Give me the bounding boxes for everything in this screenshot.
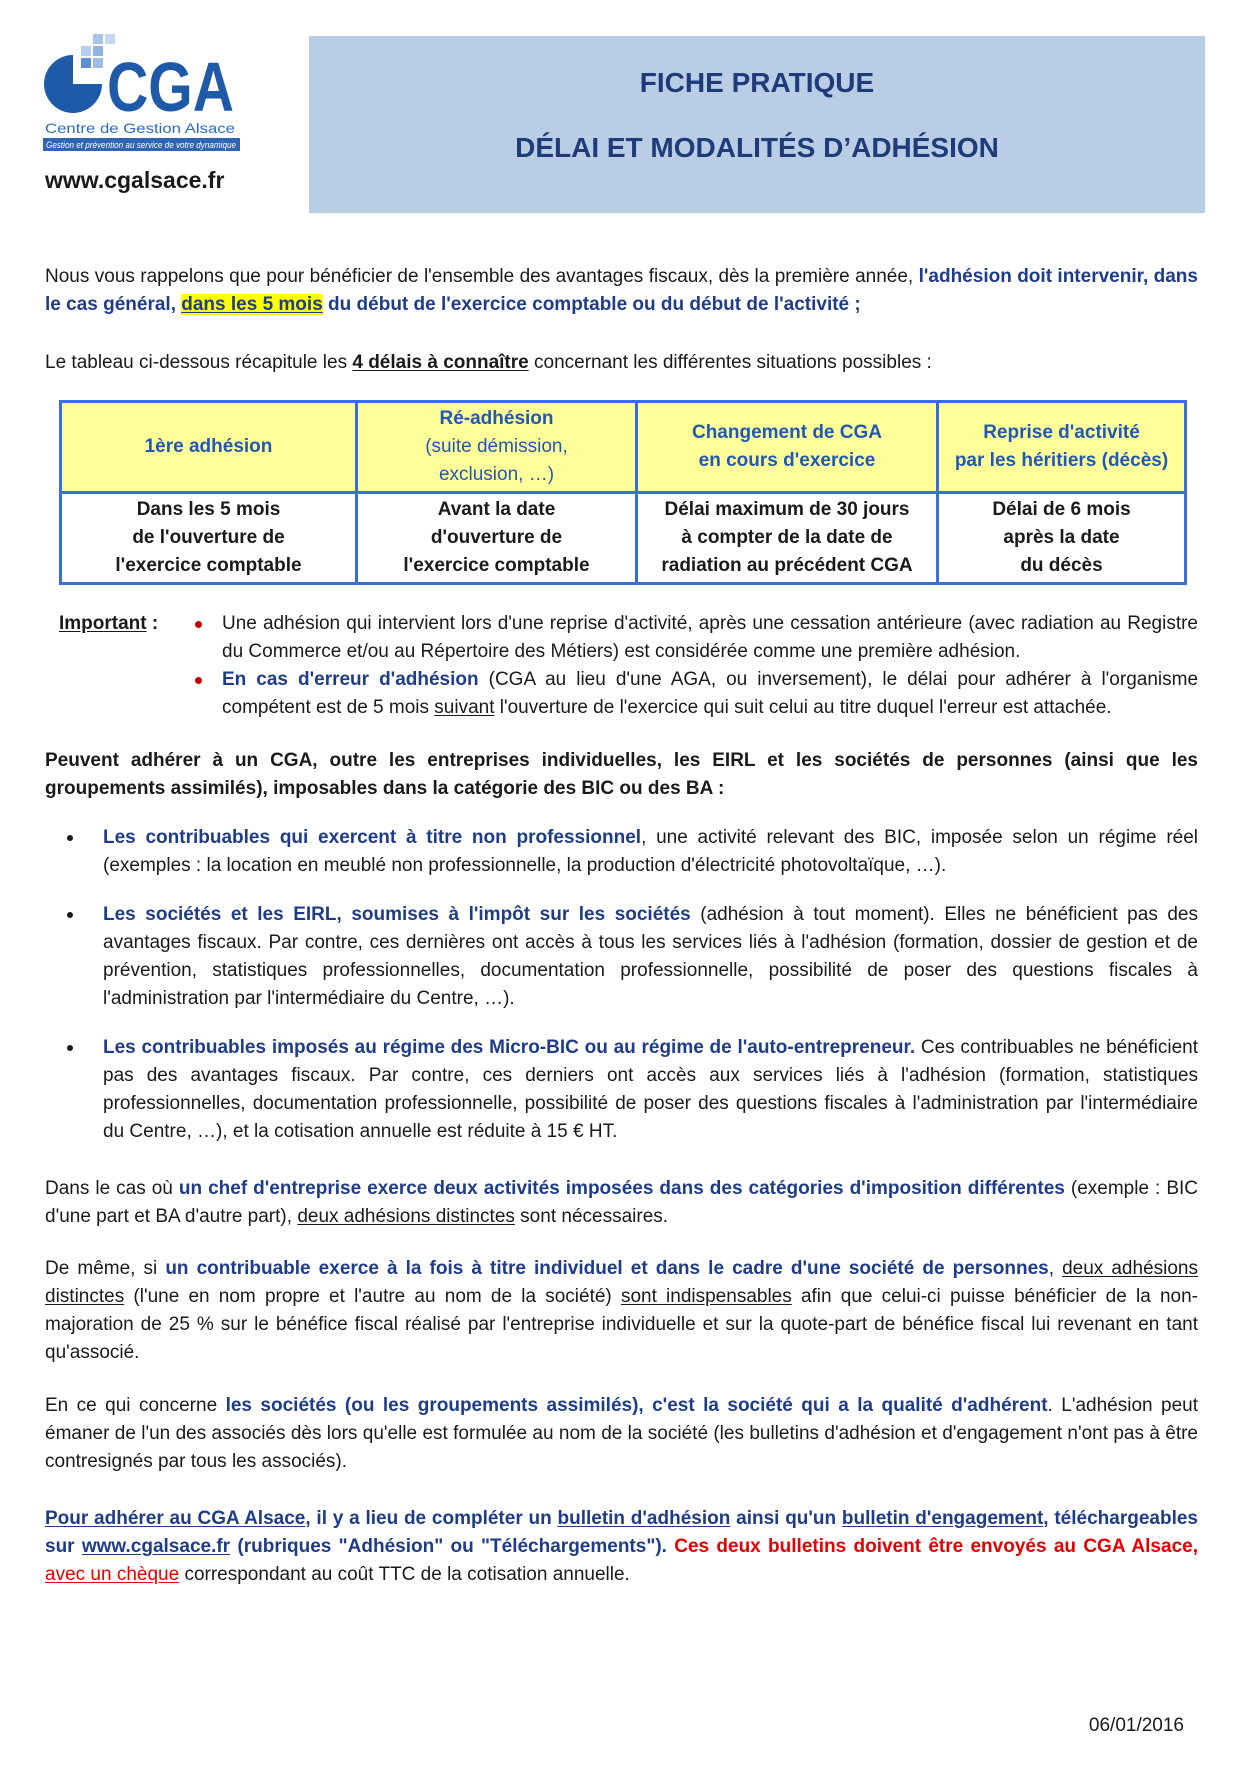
important-item-text [222,610,1198,666]
header-line: Changement de CGA [691,422,883,443]
bullet-icon [67,912,73,918]
header-note-line: (suite démission, [425,436,568,457]
eligibility-item-lead: Les contribuables qui exercent à titre non professionnel [103,827,642,848]
paragraph-emphasis: un chef d'entreprise exerce deux activités imposées dans des catégories d'imposition différentes [178,1178,1065,1199]
table-intro-text-end: concernant les différentes situations possibles : [528,352,932,373]
title-box [309,36,1205,213]
paragraph-text: (exemple : BIC d'une part et BA d'autre part), [45,1178,1198,1227]
website-link[interactable]: www.cgalsace.fr [81,1536,231,1557]
table-row [61,493,1186,584]
eligibility-item-body: Ces contribuables ne bénéficient pas des avantages fiscaux. Par contre, ces derniers ont accès aux services liés à l'adhésion (formation, statistiques professionnelles, documentation professionnelle, possibilité de poser des questions fiscales à l'administration par l'intermédiaire du Centre, …), et la cotisation annuelle est réduite à 15 € HT. [103,1037,1198,1142]
paragraph-text: De même, si [45,1258,166,1279]
intro-paragraph [45,263,1198,319]
paragraph-emphasis: ainsi qu'un [730,1508,842,1529]
header-line: par les héritiers (décès) [954,450,1169,471]
red-bullet-icon [195,677,202,684]
table-header-heirs [938,402,1186,493]
eligibility-list [45,824,1198,1146]
table-intro-emphasis: 4 délais à connaître [352,352,529,373]
paragraph-warning-underlined: avec un chèque [45,1564,180,1585]
eligibility-item-text [103,1034,1198,1146]
list-item [45,1034,1198,1146]
important-list [197,610,1198,722]
intro-emphasis-end: du début de l'exercice comptable ou du début de l'activité ; [322,294,861,315]
intro-emphasis: l'adhésion doit intervenir, dans le cas général, [45,266,1198,315]
paragraph-text: Dans le cas où [45,1178,179,1199]
table-header-cga-change [637,402,938,493]
intro-deadline-highlight: dans les 5 mois [181,294,323,315]
header-line: en cours d'exercice [698,450,876,471]
paragraph-text: . L'adhésion peut émaner de l'un des associés dès lors qu'elle est formulée au nom de la société (les bulletins d'adhésion et d'engagement n'ont pas à être contresignés par tous les associés). [45,1395,1198,1472]
bullet-icon [67,835,73,841]
two-activities-paragraph [45,1175,1198,1231]
important-label-text: Important [59,613,147,634]
logo-org-name: Centre de Gestion Alsace [45,120,236,136]
table-cell [637,493,938,584]
list-item [197,666,1198,722]
important-item-text [222,666,1198,722]
important-label-suffix: : [146,613,159,634]
paragraph-text: En ce qui concerne [45,1395,226,1416]
paragraph-text: sont nécessaires. [514,1206,669,1227]
title-line-1: FICHE PRATIQUE [639,67,875,98]
bullet-icon [67,1045,73,1051]
cell-line: de l'ouverture de [132,527,285,548]
cell-line: d'ouverture de [430,527,563,548]
membership-form-link[interactable]: bulletin d'adhésion [557,1508,731,1529]
header-line: Ré-adhésion [439,408,554,429]
header-line: 1ère adhésion [144,436,273,457]
logo-tagline: Gestion et prévention au service de votre dynamique [46,140,236,151]
join-link[interactable]: Pour adhérer au CGA Alsace [45,1508,306,1529]
intro-text: Nous vous rappelons que pour bénéficier de l'ensemble des avantages fiscaux, dès la première année, [45,266,919,287]
header-note-line: exclusion, …) [438,464,555,485]
eligibility-intro: Peuvent adhérer à un CGA, outre les entreprises individuelles, les EIRL et les sociétés de personnes (ainsi que les groupements assimilés), imposables dans la catégorie des BIC ou des BA : [45,750,1198,799]
paragraph-emphasis: , il y a lieu de compléter un [305,1508,558,1529]
list-item [45,901,1198,1013]
companies-paragraph [45,1392,1198,1476]
paragraph-text: correspondant au coût TTC de la cotisation annuelle. [179,1564,630,1585]
paragraph-text: , [1048,1258,1063,1279]
table-header-re-membership [357,402,637,493]
paragraph-underlined: sont indispensables [620,1286,792,1307]
delays-table [59,400,1187,585]
commitment-form-link[interactable]: bulletin d'engagement [841,1508,1044,1529]
list-item [45,824,1198,880]
eligibility-item-text [103,824,1198,880]
cell-line: l'exercice comptable [403,555,590,576]
important-label [59,610,197,722]
table-intro-paragraph [45,349,1198,377]
cell-line: du décès [1020,555,1103,576]
paragraph-underlined: deux adhésions distinctes [45,1258,1198,1307]
cell-line: Délai de 6 mois [992,499,1131,520]
cell-line: Délai maximum de 30 jours [664,499,910,520]
eligibility-item-body: (adhésion à tout moment). Elles ne bénéficient pas des avantages fiscaux. Par contre, ces dernières ont accès à tous les services liés à l'adhésion (formation, dossier de gestion et de prévention, statistiques professionnelles, documentation professionnelle, possibilité de poser des questions fiscales à l'administration par l'intermédiaire du Centre, …). [103,904,1198,1009]
paragraph-underlined: deux adhésions distinctes [297,1206,515,1227]
individual-and-company-paragraph [45,1255,1198,1367]
cell-line: l'exercice comptable [115,555,302,576]
important-item-underlined: suivant [434,697,495,718]
cga-logo [43,34,243,152]
header-line: Reprise d'activité [983,422,1140,443]
table-cell [61,493,357,584]
paragraph-emphasis: un contribuable exerce à la fois à titre individuel et dans le cadre d'une société de personnes [165,1258,1049,1279]
table-cell [357,493,637,584]
cell-line: Avant la date [437,499,556,520]
paragraph-emphasis: , téléchargeables sur [45,1508,1198,1557]
table-cell [938,493,1186,584]
eligibility-item-lead: Les contribuables imposés au régime des Micro-BIC ou au régime de l'auto-entrepreneur. [103,1037,916,1058]
title-line-2: DÉLAI ET MODALITÉS D’ADHÉSION [515,132,999,163]
table-intro-text: Le tableau ci-dessous récapitule les [45,352,353,373]
cga-logo-graphic [43,34,243,152]
paragraph-text: (l'une en nom propre et l'autre au nom de la société) [124,1286,621,1307]
important-item-body: Une adhésion qui intervient lors d'une reprise d'activité, après une cessation antérieure (avec radiation au Registre du Commerce et/ou au Répertoire des Métiers) est considérée comme une première adhésion. [222,613,1198,662]
cell-line: radiation au précédent CGA [661,555,913,576]
logo-wordmark: CGA [107,48,234,126]
table-header-first-membership [61,402,357,493]
eligibility-item-text [103,901,1198,1013]
paragraph-text: afin que celui-ci puisse bénéficier de la non-majoration de 25 % sur le bénéfice fiscal réalisé par l'entreprise individuelle et sur la quote-part de bénéfice fiscal lui revenant en tant qu'associé. [45,1286,1198,1363]
paragraph-warning: Ces deux bulletins doivent être envoyés au CGA Alsace, [674,1536,1198,1557]
how-to-join-paragraph [45,1505,1198,1589]
paragraph-emphasis: (rubriques "Adhésion" ou "Téléchargements"). [230,1536,675,1557]
red-bullet-icon [195,621,202,628]
eligibility-item-body: , une activité relevant des BIC, imposée selon un régime réel (exemples : la location en meublé non professionnelle, la production d'électricité photovoltaïque, …). [103,827,1198,876]
important-item-body: (CGA au lieu d'une AGA, ou inversement), le délai pour adhérer à l'organisme compétent est de 5 mois [222,669,1199,718]
eligibility-item-lead: Les sociétés et les EIRL, soumises à l'impôt sur les sociétés [103,904,691,925]
important-item-body-end: l'ouverture de l'exercice qui suit celui au titre duquel l'erreur est attachée. [494,697,1112,718]
document-body [45,263,1198,1589]
important-item-lead: En cas d'erreur d'adhésion [222,669,479,690]
important-note [59,610,1198,722]
header-website: www.cgalsace.fr [45,167,225,193]
paragraph-emphasis: les sociétés (ou les groupements assimilés), c'est la société qui a la qualité d'adhérent [225,1395,1048,1416]
table-header-row [61,402,1186,493]
cell-line: à compter de la date de [681,527,893,548]
document-date: 06/01/2016 [1088,1715,1184,1736]
list-item [197,610,1198,666]
cell-line: Dans les 5 mois [136,499,281,520]
cell-line: après la date [1003,527,1120,548]
